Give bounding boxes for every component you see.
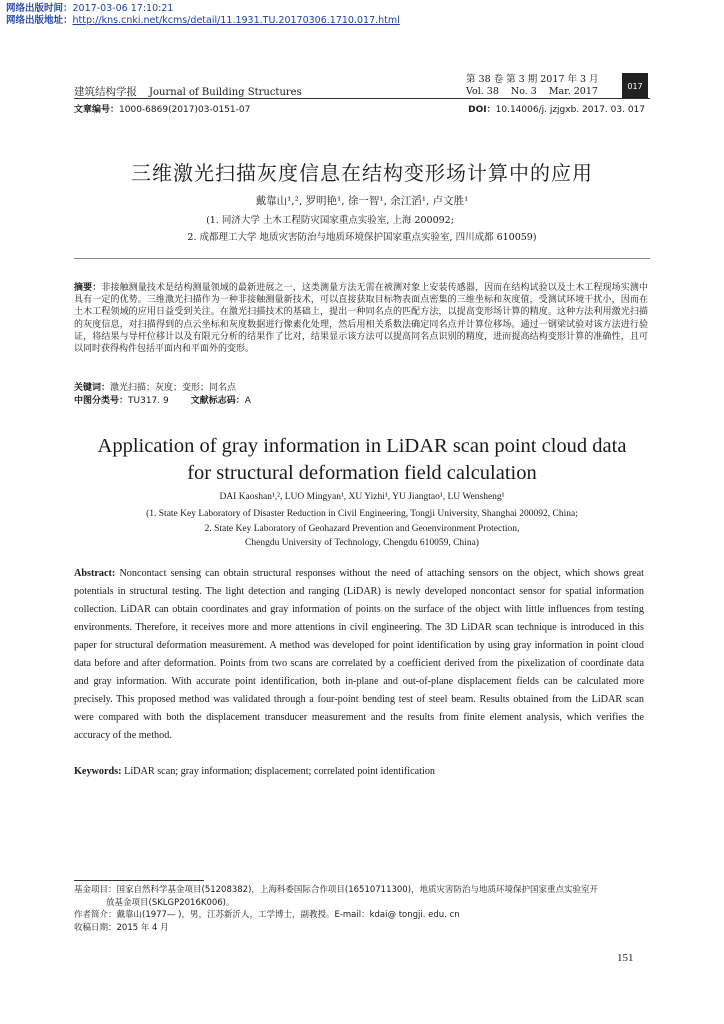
received-date: 收稿日期：2015 年 4 月	[74, 922, 169, 933]
fund-info-cont: 放基金项目(SKLGP2016K006)。	[106, 897, 235, 908]
author-info: 作者简介：戴靠山(1977— )，男，江苏新沂人，工学博士，副教授。E-mail：kdai@ tongji. edu. cn	[74, 910, 460, 920]
article-tag: 017	[622, 73, 648, 99]
journal-name-en: Journal of Building Structures	[149, 87, 302, 98]
cn-authors: 戴靠山¹,², 罗明艳¹, 徐一智¹, 余江滔¹, 卢文胜¹	[255, 195, 469, 207]
cn-affiliation-1: (1. 同济大学 土木工程防灾国家重点实验室, 上海 200092;	[206, 215, 454, 226]
cn-keywords: 关键词：激光扫描；灰度；变形；同名点	[74, 383, 237, 393]
cnki-publish-info	[6, 3, 400, 27]
en-keywords: Keywords: LiDAR scan; gray information; displacement; correlated point identification	[74, 766, 436, 777]
en-abstract: Abstract: Noncontact sensing can obtain structural responses without the need of attaching sensors on the object, which shows great potentials in structural testing. The light detection and ranging (LiDAR) is newly developed noncontact sensor for spatial information collection. LiDAR can obtain coordinates and gray information of points on the surface of the object with little influences from testing environments. Therefore, it receives more and more attentions in civil engineering. The 3D LiDAR scan technique is introduced in this paper for structural deformation measurement. A method was developed for point identification by using gray information in point cloud data before and after deformation. Points from two scans are correlated by a coefficient derived from the pixelization of coordinate data and gray information. With accurate point identification, both in-plane and out-of-plane displacement fields can be calculated more precisely. This proposed method was validated through a four-point bending test of steel beam. Results obtained from the LiDAR scan were compared with both the displacement transducer measurement and the results from finite element analysis, which verifies the accuracy of the method.	[74, 568, 645, 741]
article-number: 文章编号：1000-6869(2017)03-0151-07	[74, 105, 251, 115]
en-authors: DAI Kaoshan¹,², LUO Mingyan¹, XU Yizhi¹, YU Jiangtao¹, LU Wensheng¹	[219, 492, 505, 502]
cn-affiliation-2: 2. 成都理工大学 地质灾害防治与地质环境保护国家重点实验室, 四川成都 610059)	[187, 232, 537, 243]
doi: DOI：10.14006/j. jzjgxb. 2017. 03. 017	[468, 105, 645, 115]
publish-time: 网络出版时间：2017-03-06 17:10:21	[6, 3, 174, 14]
footnote-rule	[74, 880, 204, 881]
cn-title: 三维激光扫描灰度信息在结构变形场计算中的应用	[131, 161, 593, 185]
en-title: Application of gray information in LiDAR scan point cloud data for structural deformation field calculation	[97, 435, 627, 484]
fund-info: 基金项目：国家自然科学基金项目(51208382)，上海科委国际合作项目(16510711300)，地质灾害防治与地质环境保护国家重点实验室开	[74, 885, 599, 895]
title-rule	[74, 258, 650, 259]
publish-url-link[interactable]: http://kns.cnki.net/kcms/detail/11.1931.TU.20170306.1710.017.html	[72, 15, 400, 26]
issue-cn: 第 38 卷 第 3 期 2017 年 3 月	[466, 74, 599, 85]
cn-classification: 中图分类号：TU317. 9 文献标志码：A	[74, 396, 251, 406]
cn-abstract: 摘要：非接触测量技术是结构测量领域的最新进展之一，这类测量方法无需在被测对象上安装传感器，因而在结构试验以及土木工程现场实测中具有一定的优势。三维激光扫描作为一种非接触测量新技术，可以直接获取目标物表面点密集的三维坐标和灰度值，受测试环境干扰小，因而在土木工程领域的应用日益受到关注。在激光扫描技术的基础上，提出一种同名点的匹配方法，以提高变形场计算的精度。这种方法利用激光扫描的灰度信息，对扫描得到的点云坐标和灰度数据进行像素化处理，然后用相关系数法确定同名点并计算位移场。通过一钢梁试验对该方法进行验证，将结果与导杆位移计以及有限元分析的结果作了比对，结果显示该方法可以提高同名点识别的精度，进而提高结构变形计算的准确性，且可以同时获得构件包括平面内和平面外的变形。	[74, 283, 648, 355]
cn-affiliations	[0, 212, 724, 246]
publish-url: 网络出版地址：http://kns.cnki.net/kcms/detail/11.1931.TU.20170306.1710.017.html	[6, 15, 400, 26]
article-meta	[74, 102, 645, 115]
footnotes	[74, 884, 650, 934]
header-rule	[74, 98, 650, 99]
issue-en: Vol. 38 No. 3 Mar. 2017	[466, 86, 598, 97]
page-number: 151	[617, 952, 634, 964]
issue-info	[466, 74, 616, 98]
journal-name-cn: 建筑结构学报	[74, 86, 137, 98]
journal-header	[74, 84, 302, 99]
en-affiliations: (1. State Key Laboratory of Disaster Reduction in Civil Engineering, Tongji University, Shanghai 200092, China; 2. State Key Laboratory of Geohazard Prevention and Geoenvironment Protection, Chengdu University of Technology, Chengdu 610059, China)	[146, 509, 578, 548]
